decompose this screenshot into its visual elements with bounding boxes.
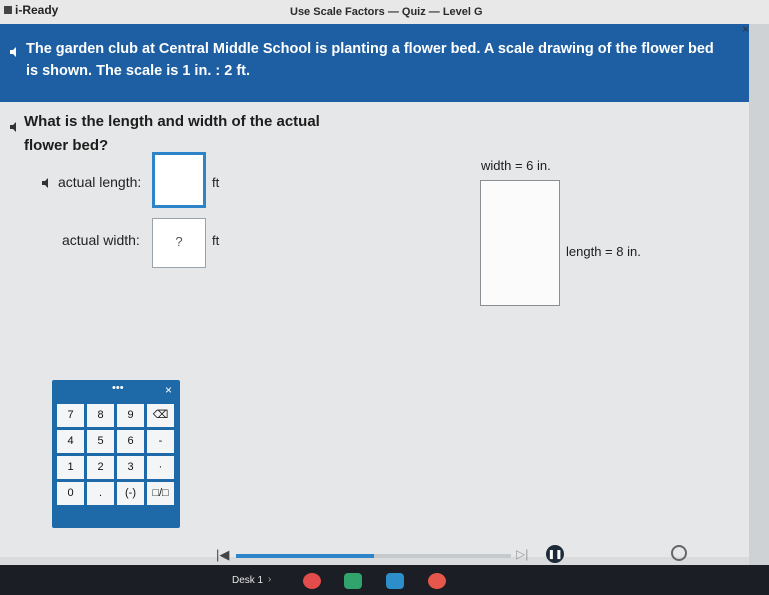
minus-key[interactable]: - [147,430,174,453]
fraction-key[interactable]: □/□ [147,482,174,505]
app-icon[interactable] [428,573,446,589]
forward-icon[interactable]: ▷| [516,547,529,561]
key-4[interactable]: 4 [57,430,84,453]
top-bar [0,0,769,25]
key-7[interactable]: 7 [57,404,84,427]
keypad-keys [57,404,175,505]
length-unit: ft [212,175,220,190]
speaker-icon[interactable] [10,42,20,64]
keypad [52,380,180,528]
app-icon[interactable] [386,573,404,589]
problem-statement [26,38,726,82]
backspace-key[interactable]: ⌫ [147,404,174,427]
rewind-icon[interactable]: |◀ [216,547,230,562]
key-0[interactable]: 0 [57,482,84,505]
pause-button[interactable]: ❚❚ [546,545,564,563]
key-6[interactable]: 6 [117,430,144,453]
progress-track[interactable] [236,554,511,558]
app-icon[interactable] [344,573,362,589]
actual-length-input[interactable] [152,152,206,208]
key-2[interactable]: 2 [87,456,114,479]
key-9[interactable]: 9 [117,404,144,427]
multiply-key[interactable]: · [147,456,174,479]
actual-width-label: actual width: [62,232,140,248]
lesson-title: Use Scale Factors — Quiz — Level G [290,6,483,18]
drawing-width-label: width = 6 in. [481,158,551,173]
drag-handle-icon[interactable]: ••• [112,382,124,394]
media-bar [0,545,749,565]
negative-key[interactable]: (-) [117,482,144,505]
key-3[interactable]: 3 [117,456,144,479]
key-5[interactable]: 5 [87,430,114,453]
keypad-header[interactable] [52,380,180,402]
decimal-key[interactable]: . [87,482,114,505]
actual-length-label: actual length: [58,174,142,190]
question-text: What is the length and width of the actual flower bed? [24,113,320,154]
scroll-edge [749,24,769,565]
app-logo [4,3,58,17]
taskbar [0,565,769,595]
width-unit: ft [212,233,220,248]
drawing-length-label: length = 8 in. [566,244,641,259]
key-1[interactable]: 1 [57,456,84,479]
chevron-right-icon[interactable]: › [268,574,272,585]
speaker-icon[interactable] [42,175,52,193]
progress-fill [236,554,374,558]
key-8[interactable]: 8 [87,404,114,427]
keypad-close-icon[interactable]: × [164,383,172,397]
actual-width-value: ? [175,234,183,249]
question [24,110,364,158]
problem-banner [0,24,749,102]
speaker-icon[interactable] [10,116,20,140]
actual-width-input[interactable] [152,218,206,268]
close-icon[interactable]: × [741,22,749,36]
logo-text: i-Ready [15,3,59,17]
problem-text: The garden club at Central Middle School is planting a flower bed. A scale drawing of the flower bed is shown. The scale is 1 in. : 2 ft. [26,41,714,79]
flower-bed-drawing [480,180,560,306]
app-icon[interactable] [303,573,321,589]
desk-label[interactable]: Desk 1 [232,575,264,586]
next-button[interactable] [671,545,687,561]
